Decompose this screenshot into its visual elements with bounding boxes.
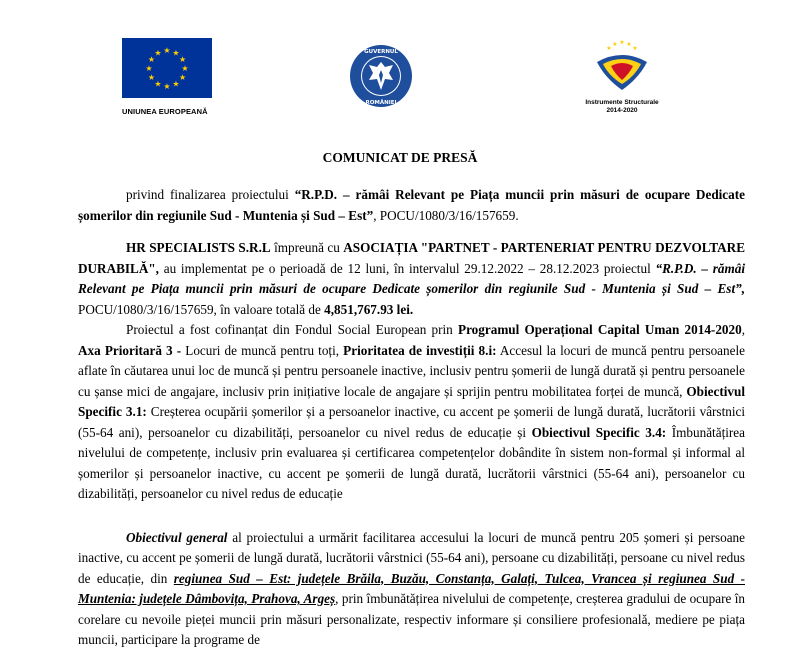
paragraph-funding <box>78 320 745 505</box>
structural-instruments-emblem-icon <box>567 38 677 94</box>
text-run: , <box>741 322 746 337</box>
svg-text:★: ★ <box>181 64 189 73</box>
is-caption-line2: 2014-2020 <box>606 107 638 114</box>
program-name: Programul Operațional Capital Uman 2014-2020 <box>458 322 742 337</box>
paragraph-objective <box>78 528 745 651</box>
total-value: 4,851,767.93 lei. <box>324 301 414 317</box>
general-objective-label: Obiectivul general <box>126 529 228 545</box>
svg-text:★: ★ <box>632 45 638 52</box>
svg-text:★: ★ <box>626 41 632 48</box>
svg-text:★: ★ <box>147 73 155 82</box>
svg-text:★: ★ <box>612 41 618 48</box>
svg-text:★: ★ <box>606 45 612 52</box>
specific-objective-3-1: Obiectivul Specific 3.1: <box>78 383 745 419</box>
text-run: Creșterea ocupării șomerilor și a persoanelor inactive, cu accent pe șomerii de lungă durată, lucrătorii vârstnici (55-64 ani), persoanelor cu dizabilități, persoanelor cu nivel redus de educație și <box>78 404 746 440</box>
text-run: au implementat pe o perioadă de 12 luni, în intervalul 29.12.2022 – 28.12.2023 proiectul <box>158 260 656 276</box>
svg-text:★: ★ <box>179 55 187 64</box>
page-title: COMUNICAT DE PRESĂ <box>322 150 478 165</box>
eu-logo <box>122 38 214 116</box>
project-code: , POCU/1080/3/16/157659. <box>373 207 519 223</box>
svg-text:★: ★ <box>172 48 180 58</box>
paragraph-partners <box>78 238 745 320</box>
svg-text:★: ★ <box>163 82 171 91</box>
text-run: Îmbunătățirea nivelului de competențe, inclusiv prin evaluarea și certificarea competențelor dobândite în sistem non-formal și informal al șomerilor și persoanelor inactive, cu accent pe șomerii de lungă durată, lucrătorii vârstnici (55-64 ani), persoanelor cu dizabilități, persoanelor cu nivel redus de educație <box>78 424 745 501</box>
investment-priority: Prioritatea de investiții 8.i: <box>343 342 497 358</box>
target-regions: regiunea Sud – Est: județele Brăila, Buzău, Constanța, Galați, Tulcea, Vrancea și regiunea Sud - Muntenia: județele Dâmbovița, Prahova, Argeș <box>78 570 745 606</box>
specific-objective-3-4: Obiectivul Specific 3.4: <box>531 424 667 440</box>
document-body <box>78 185 745 651</box>
svg-text:ROMÂNIEI: ROMÂNIEI <box>365 100 397 106</box>
text-run: Locuri de muncă pentru toți, <box>181 342 344 358</box>
company-name: HR SPECIALISTS S.R.L <box>126 240 271 255</box>
svg-text:★: ★ <box>172 79 180 89</box>
priority-axis: Axa Prioritară 3 - <box>78 342 182 358</box>
text-run: POCU/1080/3/16/157659, în valoare totală de <box>78 301 325 317</box>
project-title: “R.P.D. – rămâi Relevant pe Piața muncii prin măsuri de ocupare Dedicate șomerilor din regiunile Sud - Muntenia și Sud – Est”, <box>78 260 745 296</box>
text-run: privind finalizarea proiectului <box>126 187 295 202</box>
svg-text:★: ★ <box>179 73 187 82</box>
text-run: , prin îmbunătățirea nivelului de competențe, creșterea gradului de ocupare în corelare cu nevoile pieței muncii prin măsuri personalizate, respectiv informare și consiliere profesională, mediere pe piața muncii, participare la programe de <box>78 591 745 647</box>
paragraph-intro <box>78 185 745 226</box>
text-run: Proiectul a fost cofinanțat din Fondul Social European prin <box>126 322 459 337</box>
text-run: Accesul la locuri de muncă pentru persoanele aflate în căutarea unui loc de muncă și pentru persoanele inactive, inclusiv pentru șomerii de lungă durată și pentru persoanele cu șanse mici de angajare, inclusiv prin inițiative locale de angajare și sprijin pentru mobilitatea forței de muncă, <box>78 342 746 399</box>
text-run: al proiectului a urmărit facilitarea accesului la locuri de muncă pentru 205 șomeri și persoane inactive, cu accent pe șomerii de lungă durată, lucrătorii vârstnici (55-64 ani), persoane cu dizabilități, persoane cu nivel redus de educație, din <box>78 529 745 586</box>
svg-text:★: ★ <box>145 64 153 73</box>
svg-text:GUVERNUL: GUVERNUL <box>364 49 398 55</box>
eu-flag-icon <box>122 38 212 98</box>
svg-text:★: ★ <box>154 79 162 89</box>
is-caption-line1: Instrumente Structurale <box>585 99 659 106</box>
eu-caption: UNIUNEA EUROPEANĂ <box>122 107 208 116</box>
project-title: “R.P.D. – rămâi Relevant pe Piața muncii prin măsuri de ocupare Dedicate șomerilor din regiunile Sud - Muntenia și Sud – Est” <box>78 187 746 223</box>
svg-text:★: ★ <box>154 48 162 58</box>
partner-name: ASOCIAȚIA "PARTNET - PARTENERIAT PENTRU DEZVOLTARE DURABILĂ", <box>78 240 745 276</box>
government-seal-icon <box>349 44 413 108</box>
instrumente-structurale-logo <box>567 38 677 115</box>
svg-text:★: ★ <box>163 46 171 55</box>
svg-text:★: ★ <box>619 39 625 46</box>
svg-text:★: ★ <box>147 55 155 64</box>
text-run: împreună cu <box>270 240 344 255</box>
